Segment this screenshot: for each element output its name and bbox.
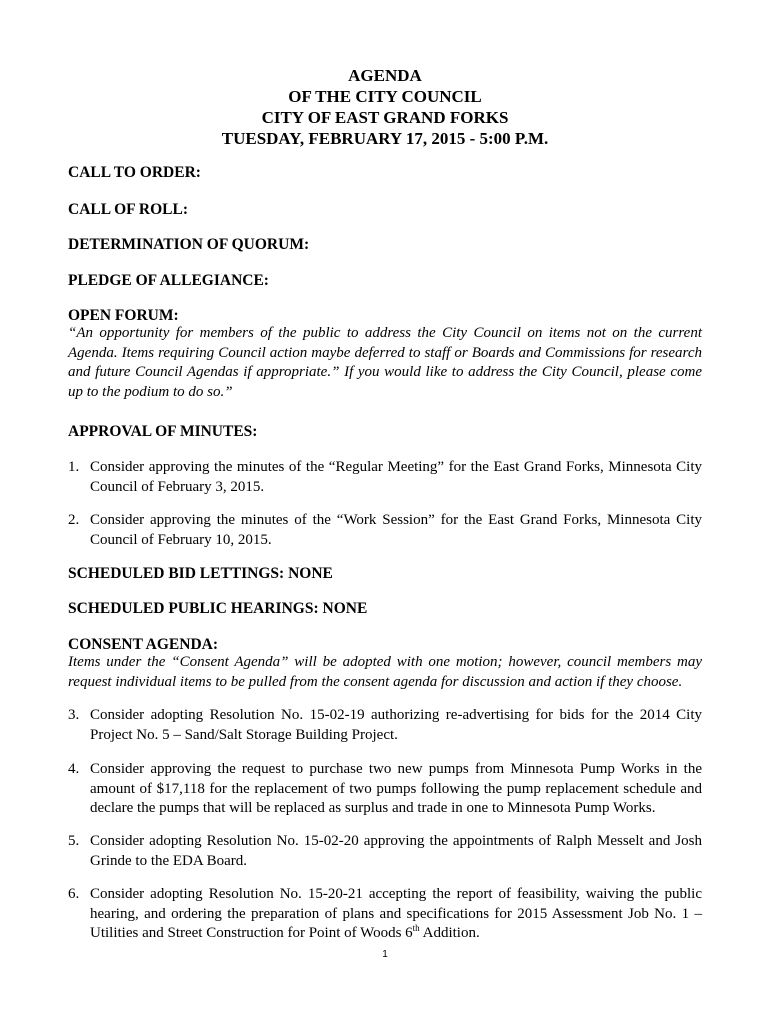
title-line-council: OF THE CITY COUNCIL — [288, 87, 482, 106]
heading-open-forum: OPEN FORUM: — [68, 307, 179, 324]
item-number: 1. — [68, 459, 80, 475]
item-number: 2. — [68, 512, 80, 528]
agenda-item-5 — [68, 832, 702, 871]
agenda-item-4 — [68, 760, 702, 819]
heading-call-to-order: CALL TO ORDER: — [68, 164, 201, 181]
title-line-agenda: AGENDA — [348, 66, 422, 85]
open-forum-text: “An opportunity for members of the public to address the City Council on items not on the current Agenda. Items requiring Council action maybe deferred to staff or Boards and Commissions for research and future Council Agendas if appropriate.” If you would like to address the City Council, please come up to the podium to do so.” — [68, 325, 702, 400]
agenda-item-6 — [68, 885, 702, 944]
item-text: Consider approving the request to purchase two new pumps from Minnesota Pump Works in the amount of $17,118 for the replacement of two pumps following the pump replacement schedule and declare the pumps that will be replaced as surplus and trade in one to Minnesota Pump Works. — [90, 761, 702, 816]
heading-public-hearings: SCHEDULED PUBLIC HEARINGS: NONE — [68, 600, 368, 617]
item-text-end: Addition. — [419, 925, 480, 941]
item-text: Consider approving the minutes of the “Regular Meeting” for the East Grand Forks, Minnesota City Council of February 3, 2015. — [90, 459, 702, 495]
agenda-item-1 — [68, 458, 702, 497]
agenda-item-2 — [68, 511, 702, 550]
heading-call-of-roll: CALL OF ROLL: — [68, 201, 188, 218]
item-text — [90, 885, 702, 944]
agenda-item-3 — [68, 706, 702, 745]
item-text: Consider adopting Resolution No. 15-02-20 approving the appointments of Ralph Messelt and Josh Grinde to the EDA Board. — [90, 833, 702, 869]
title-line-date: TUESDAY, FEBRUARY 17, 2015 - 5:00 P.M. — [221, 129, 549, 148]
item-number: 6. — [68, 886, 80, 902]
item-number: 4. — [68, 761, 80, 777]
item-text: Consider adopting Resolution No. 15-02-19 authorizing re-advertising for bids for the 2014 City Project No. 5 – Sand/Salt Storage Building Project. — [90, 707, 702, 743]
ordinal-suffix: th — [412, 923, 420, 933]
item-number: 3. — [68, 707, 80, 723]
heading-approval-of-minutes: APPROVAL OF MINUTES: — [68, 423, 258, 440]
heading-quorum: DETERMINATION OF QUORUM: — [68, 236, 310, 253]
item-number: 5. — [68, 833, 80, 849]
agenda-title — [0, 66, 770, 150]
heading-bid-lettings: SCHEDULED BID LETTINGS: NONE — [68, 565, 333, 582]
item-text-main: Consider adopting Resolution No. 15-20-21 accepting the report of feasibility, waiving the public hearing, and ordering the preparation of plans and specifications for 2015 Assessment Job No. 1 – Utilities and Street Construction for Point of Woods 6 — [90, 886, 702, 941]
consent-agenda-text: Items under the “Consent Agenda” will be adopted with one motion; however, council members may request individual items to be pulled from the consent agenda for discussion and action if they choose. — [68, 654, 702, 690]
page-number: 1 — [382, 949, 388, 960]
item-text: Consider approving the minutes of the “Work Session” for the East Grand Forks, Minnesota City Council of February 10, 2015. — [90, 512, 702, 548]
title-line-city: CITY OF EAST GRAND FORKS — [261, 108, 509, 127]
heading-pledge: PLEDGE OF ALLEGIANCE: — [68, 272, 269, 289]
heading-consent-agenda: CONSENT AGENDA: — [68, 636, 219, 653]
